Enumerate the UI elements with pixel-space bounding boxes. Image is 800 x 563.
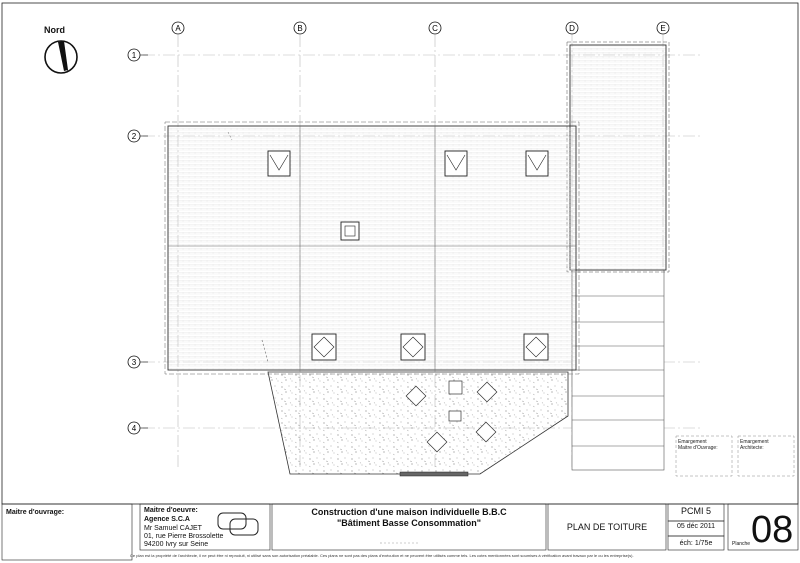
plan-title: PLAN DE TOITURE <box>566 522 648 532</box>
terrace-gutter <box>400 472 468 476</box>
grid-label-e: E <box>660 24 666 33</box>
maitre-ouvrage-label: Maitre d'ouvrage: <box>6 509 65 516</box>
drawing-scale: éch: 1/75e <box>679 540 713 547</box>
north-arrow-icon <box>45 41 77 73</box>
chimney <box>341 222 359 240</box>
project-title-line1: Construction d'une maison individuelle B.B.C <box>311 507 507 517</box>
agency-contact: Mr Samuel CAJET <box>144 525 202 532</box>
signature-label-maitre-ouvrage: Emargement Maitre d'Ouvrage: <box>678 439 718 451</box>
planche-label: Planche <box>732 541 751 547</box>
agency-address-line1: 01, rue Pierre Brossolette <box>144 533 224 540</box>
pcmi-reference: PCMI 5 <box>680 506 711 516</box>
drawing-date: 05 déc 2011 <box>676 523 715 530</box>
grid-row-markers <box>128 49 148 434</box>
planche-number: 08 <box>751 509 794 551</box>
grid-label-2: 2 <box>131 132 137 141</box>
legal-note: Ce plan est la propriété de l'architecte, il ne peut être ni reproduit, ni utilisé sans son autorisation préalable. Ces plans ne sont pas des plans d'exécution et ne peuvent être utilisés comme tels. Les cotes mentionnées sont soumises à vérification avant travaux par le ou les entreprise(s). <box>130 553 634 558</box>
agency-name: Agence S.C.A <box>144 516 190 523</box>
agency-address-line2: 94200 Ivry sur Seine <box>144 541 209 548</box>
north-label: Nord <box>44 25 65 35</box>
grid-label-b: B <box>297 24 303 33</box>
agency-logo-icon <box>218 513 258 535</box>
main-roof <box>168 126 576 370</box>
grid-label-d: D <box>569 24 575 33</box>
gravel-terrace <box>268 372 568 474</box>
grid-column-markers <box>172 22 669 34</box>
right-wing-roof <box>570 45 666 270</box>
grid-label-a: A <box>175 24 181 33</box>
project-title-line2: "Bâtiment Basse Consommation" <box>336 518 482 528</box>
maitre-oeuvre-label: Maitre d'oeuvre: <box>144 507 198 514</box>
signature-label-architecte: Emargement Architecte: <box>740 439 769 451</box>
grid-label-4: 4 <box>131 424 137 433</box>
project-title <box>272 507 546 529</box>
grid-label-1: 1 <box>131 51 137 60</box>
right-wing-deck <box>572 270 664 470</box>
grid-label-c: C <box>432 24 438 33</box>
grid-label-3: 3 <box>131 358 137 367</box>
